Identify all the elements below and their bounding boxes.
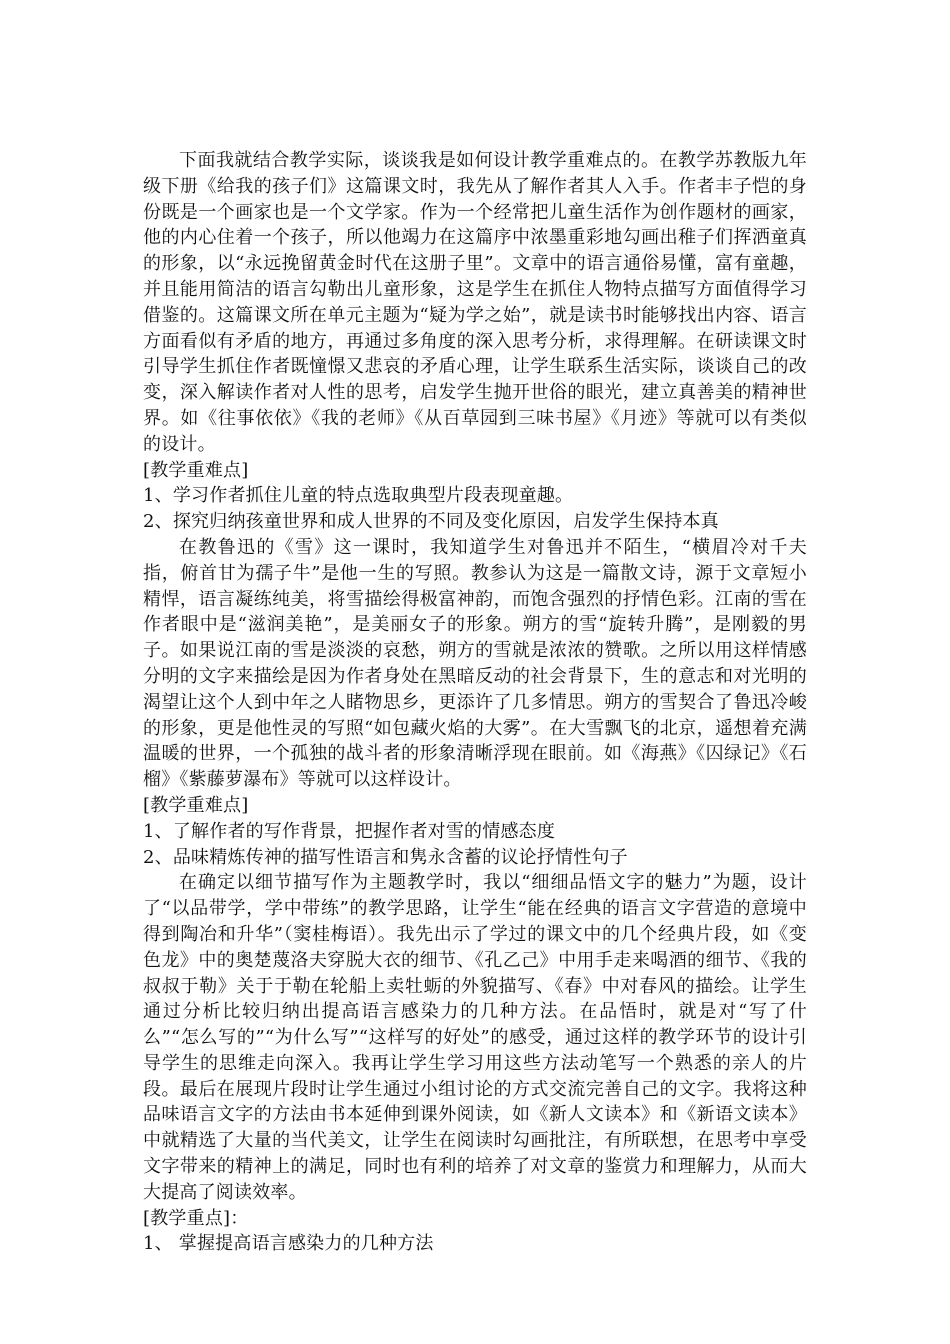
body-paragraph: 下面我就结合教学实际，谈谈我是如何设计教学重难点的。在教学苏教版九年级下册《给我的孩子们》这篇课文时，我先从了解作者其人入手。作者丰子恺的身份既是一个画家也是一个文学家。作为一个经常把儿童生活作为创作题材的画家，他的内心住着一个孩子，所以他竭力在这篇序中浓墨重彩地勾画出稚子们挥洒童真的形象，以“永远挽留黄金时代在这册子里”。文章中的语言通俗易懂，富有童趣，并且能用简洁的语言勾勒出儿童形象，这是学生在抓住人物特点描写方面值得学习借鉴的。这篇课文所在单元主题为“疑为学之始”，就是读书时能够找出内容、语言方面看似有矛盾的地方，再通过多角度的深入思考分析，求得理解。在研读课文时引导学生抓住作者既憧憬又悲哀的矛盾心理，让学生联系生活实际，谈谈自己的改变，深入解读作者对人性的思考，启发学生抛开世俗的眼光，建立真善美的精神世界。如《往事依依》《我的老师》《从百草园到三味书屋》《月迹》等就可以有类似的设计。 [143, 150, 807, 455]
body-paragraph: 在教鲁迅的《雪》这一课时，我知道学生对鲁迅并不陌生，“横眉冷对千夫指，俯首甘为孺子牛”是他一生的写照。教参认为这是一篇散文诗，源于文章短小精悍，语言凝练纯美，将雪描绘得极富神韵，而饱含强烈的抒情色彩。江南的雪在作者眼中是“滋润美艳”，是美丽女子的形象。朔方的雪“旋转升腾”，是刚毅的男子。如果说江南的雪是淡淡的哀愁，朔方的雪就是浓浓的赞歌。之所以用这样情感分明的文字来描绘是因为作者身处在黑暗反动的社会背景下，生的意志和对光明的渴望让这个人到中年之人睹物思乡，更添许了几多情思。朔方的雪契合了鲁迅冷峻的形象，更是他性灵的写照“如包藏火焰的大雾”。在大雪飘飞的北京，遥想着充满温暖的世界，一个孤独的战斗者的形象清晰浮现在眼前。如《海燕》《囚绿记》《石榴》《紫藤萝瀑布》等就可以这样设计。 [143, 536, 807, 791]
list-item: 2、品味精炼传神的描写性语言和隽永含蓄的议论抒情性句子 [143, 846, 628, 868]
list-item: 1、学习作者抓住儿童的特点选取典型片段表现童趣。 [143, 485, 574, 507]
section-heading: [教学重点]： [143, 1207, 249, 1229]
list-item: 1、了解作者的写作背景，把握作者对雪的情感态度 [143, 820, 556, 842]
list-item: 2、探究归纳孩童世界和成人世界的不同及变化原因，启发学生保持本真 [143, 511, 719, 533]
body-paragraph: 在确定以细节描写作为主题教学时，我以“细细品悟文字的魅力”为题，设计了“以品带学，学中带练”的教学思路，让学生“能在经典的语言文字营造的意境中得到陶冶和升华”（窦桂梅语）。我先出示了学过的课文中的几个经典片段，如《变色龙》中的奥楚蔑洛夫穿脱大衣的细节、《孔乙己》中用手走来喝酒的细节、《我的叔叔于勒》关于于勒在轮船上卖牡蛎的外貌描写、《春》中对春风的描绘。让学生通过分析比较归纳出提高语言感染力的几种方法。在品悟时，就是对“写了什么”“怎么写的”“为什么写”“这样写的好处”的感受，通过这样的教学环节的设计引导学生的思维走向深入。我再让学生学习用这些方法动笔写一个熟悉的亲人的片段。最后在展现片段时让学生通过小组讨论的方式交流完善自己的文字。我将这种品味语言文字的方法由书本延伸到课外阅读，如《新人文读本》和《新语文读本》中就精选了大量的当代美文，让学生在阅读时勾画批注，有所联想，在思考中享受文字带来的精神上的满足，同时也有利的培养了对文章的鉴赏力和理解力，从而大大提高了阅读效率。 [143, 872, 807, 1203]
list-item: 1、 掌握提高语言感染力的几种方法 [143, 1233, 434, 1255]
section-heading: [教学重难点] [143, 459, 249, 481]
section-heading: [教学重难点] [143, 794, 249, 816]
document-page [143, 148, 807, 1257]
